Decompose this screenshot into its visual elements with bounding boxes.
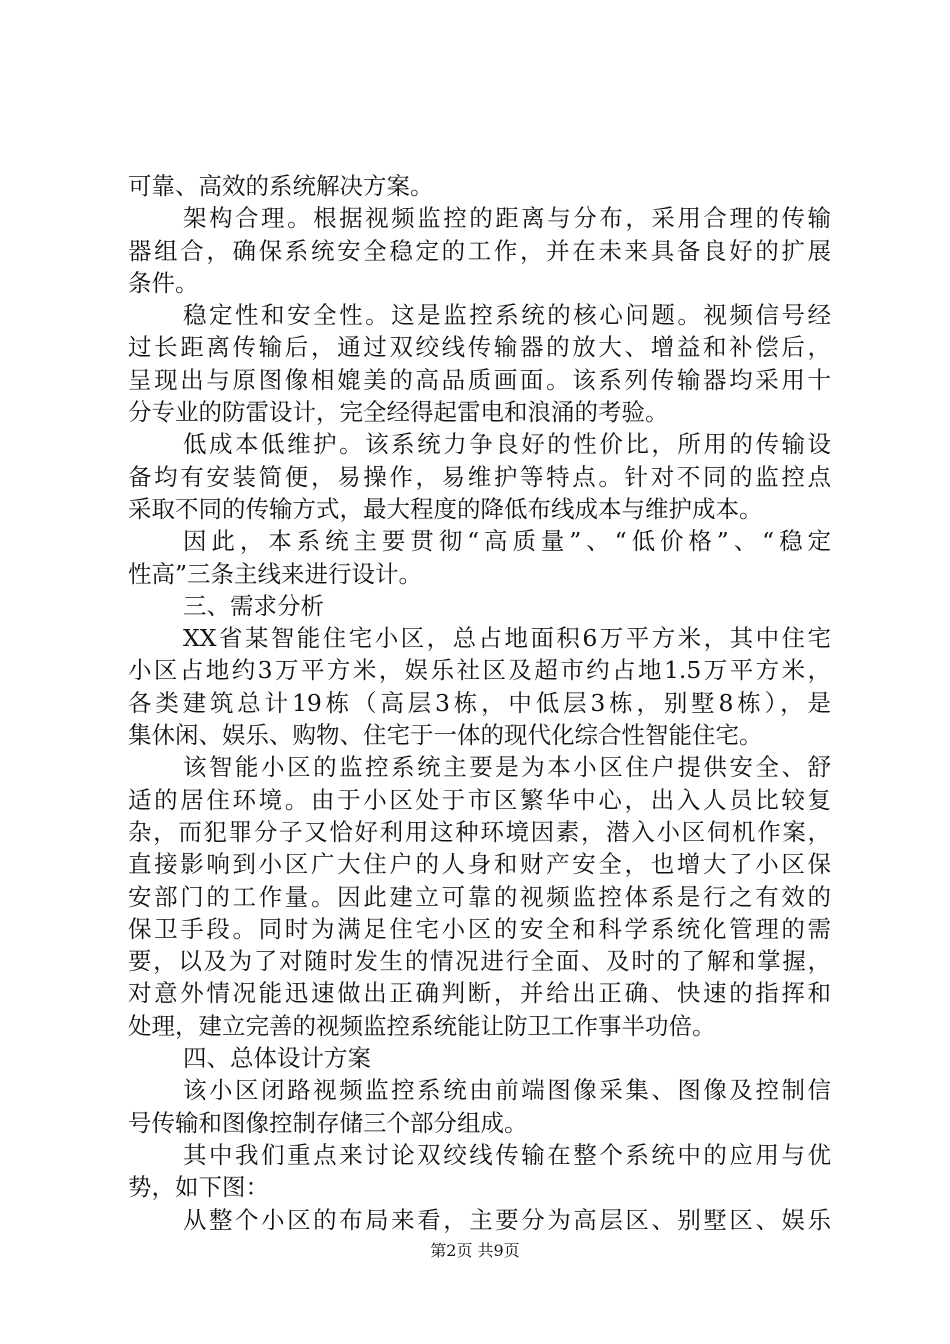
text-line: 直接影响到小区广大住户的人身和财产安全，也增大了小区保: [128, 850, 831, 879]
text-line: 低成本低维护。该系统力争良好的性价比，所用的传输设: [183, 430, 831, 459]
text-line: 处理，建立完善的视频监控系统能让防卫工作事半功倍。: [128, 1011, 716, 1040]
text-line: 分专业的防雷设计，完全经得起雷电和浪涌的考验。: [128, 398, 669, 427]
text-line: 对意外情况能迅速做出正确判断，并给出正确、快速的指挥和: [128, 979, 831, 1008]
text-line: 采取不同的传输方式，最大程度的降低布线成本与维护成本。: [128, 494, 763, 523]
text-line: 因此，本系统主要贯彻“高质量”、“低价格”、“稳定: [183, 527, 831, 556]
text-line: 安部门的工作量。因此建立可靠的视频监控体系是行之有效的: [128, 882, 831, 911]
text-line: 呈现出与原图像相媲美的高品质画面。该系列传输器均采用十: [128, 365, 831, 394]
text-line: 号传输和图像控制存储三个部分组成。: [128, 1108, 528, 1137]
text-line: 三、需求分析: [183, 591, 324, 620]
text-line: 备均有安装简便，易操作，易维护等特点。针对不同的监控点: [128, 462, 831, 491]
text-line: 从整个小区的布局来看，主要分为高层区、别墅区、娱乐: [183, 1205, 831, 1234]
text-line: 四、总体设计方案: [183, 1044, 371, 1073]
text-line: 适的居住环境。由于小区处于市区繁华中心，出入人员比较复: [128, 785, 831, 814]
text-line: 其中我们重点来讨论双绞线传输在整个系统中的应用与优: [183, 1140, 831, 1169]
text-line: 稳定性和安全性。这是监控系统的核心问题。视频信号经: [183, 301, 831, 330]
text-line: 小区占地约3万平方米，娱乐社区及超市约占地1.5万平方米，: [128, 656, 831, 685]
text-line: 该智能小区的监控系统主要是为本小区住户提供安全、舒: [183, 753, 831, 782]
text-line: 要，以及为了对随时发生的情况进行全面、及时的了解和掌握，: [128, 947, 831, 976]
text-line: 性高”三条主线来进行设计。: [128, 559, 423, 588]
text-line: 势，如下图：: [128, 1173, 269, 1202]
text-line: 过长距离传输后，通过双绞线传输器的放大、增益和补偿后，: [128, 333, 831, 362]
page-footer: 第2页 共9页: [430, 1241, 520, 1260]
text-line: 可靠、高效的系统解决方案。: [128, 172, 434, 200]
text-line: XX省某智能住宅小区，总占地面积6万平方米，其中住宅: [183, 624, 831, 653]
text-line: 该小区闭路视频监控系统由前端图像采集、图像及控制信: [183, 1076, 831, 1105]
text-line: 条件。: [128, 268, 199, 297]
text-line: 杂，而犯罪分子又恰好利用这种环境因素，潜入小区伺机作案，: [128, 817, 831, 846]
text-line: 保卫手段。同时为满足住宅小区的安全和科学系统化管理的需: [128, 914, 831, 943]
document-body: [128, 170, 831, 1236]
text-line: 架构合理。根据视频监控的距离与分布，采用合理的传输: [183, 204, 831, 233]
text-line: 器组合，确保系统安全稳定的工作，并在未来具备良好的扩展: [128, 236, 831, 265]
text-line: 集休闲、娱乐、购物、住宅于一体的现代化综合性智能住宅。: [128, 721, 763, 750]
text-line: 各类建筑总计19栋（高层3栋，中低层3栋，别墅8栋），是: [128, 688, 831, 717]
